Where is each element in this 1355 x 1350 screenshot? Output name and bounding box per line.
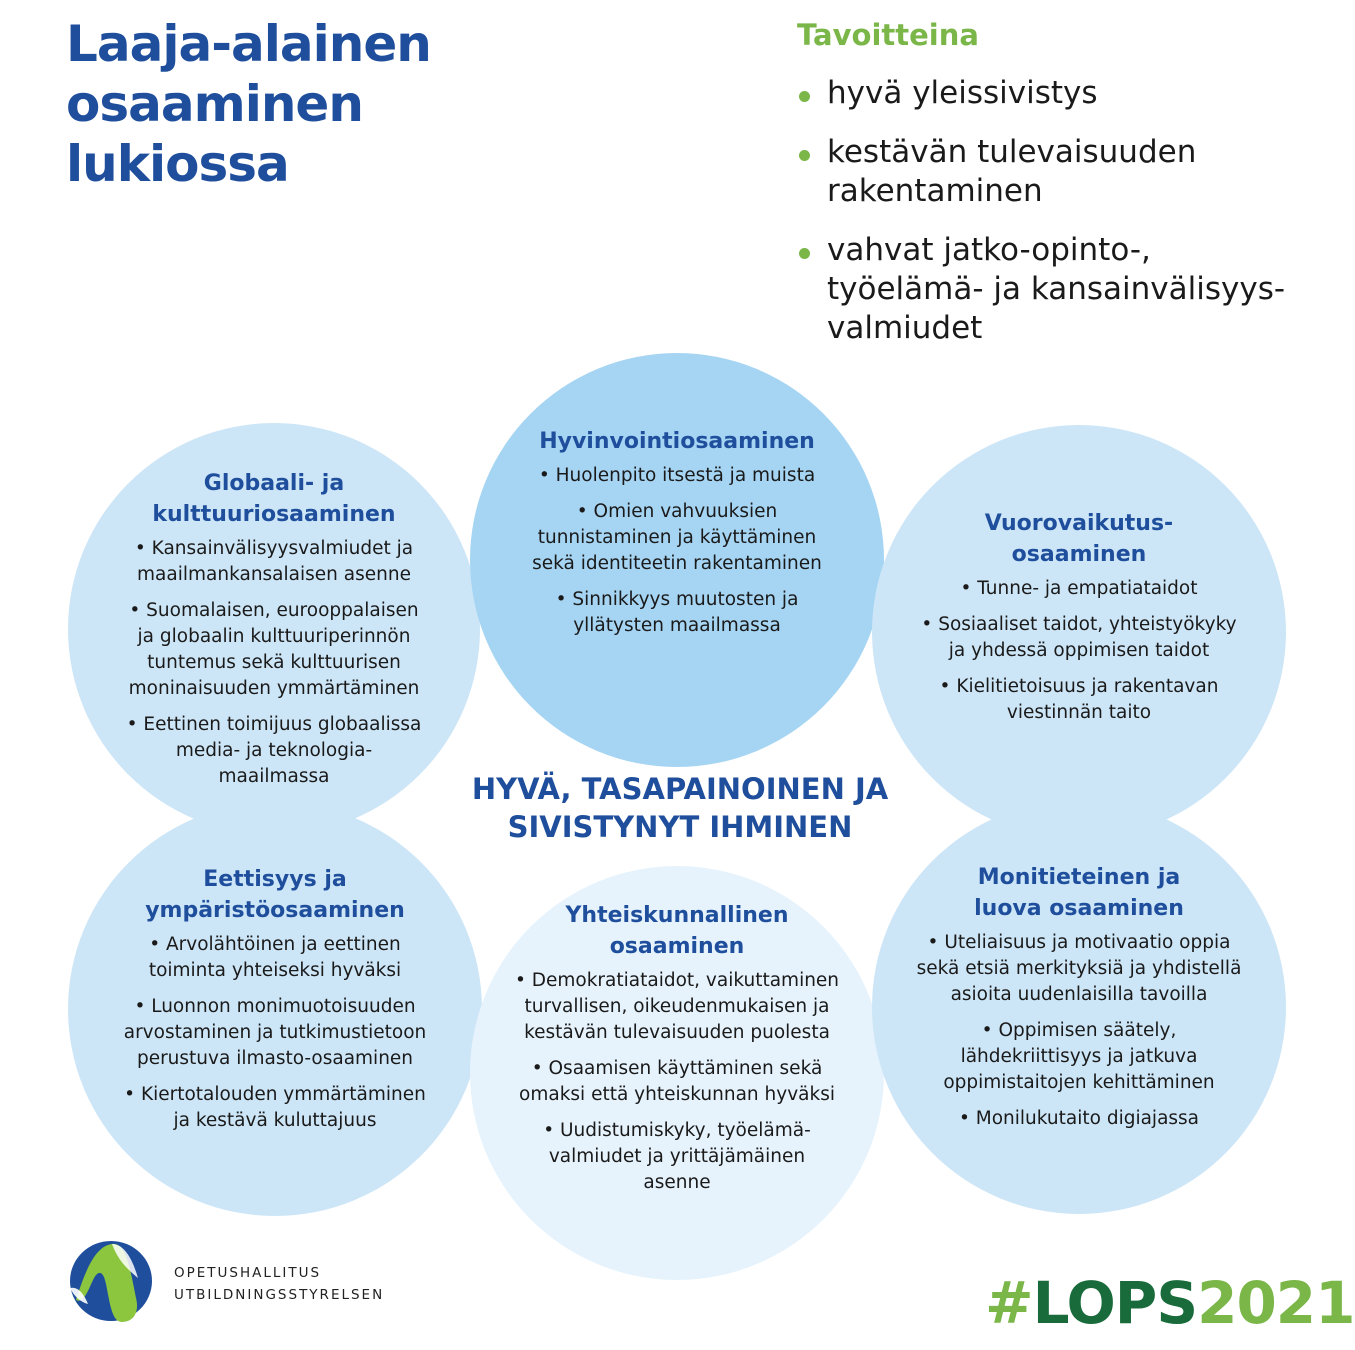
circle-item: • Omien vahvuuksien tunnistaminen ja käyttäminen sekä identiteetin rakentaminen	[532, 501, 822, 574]
circle-item: • Sinnikkyys muutosten ja yllätysten maailmassa	[555, 589, 799, 636]
circle-item: • Tunne- ja empatiataidot	[960, 578, 1198, 599]
circle-ethics-environment	[68, 802, 482, 1216]
circle-item: • Sosiaaliset taidot, yhteistyökyky ja yhdessä oppimisen taidot	[921, 614, 1237, 661]
circle-heading: Eettisyys ja ympäristöosaaminen	[145, 867, 405, 923]
circle-heading: Monitieteinen ja luova osaaminen	[974, 865, 1184, 921]
circle-item: • Oppimisen säätely, lähdekriittisyys ja jatkuva oppimistaitojen kehittäminen	[943, 1020, 1215, 1093]
center-statement: HYVÄ, TASAPAINOINEN JA SIVISTYNYT IHMINEN	[471, 772, 889, 844]
hashtag-main: LOPS	[1032, 1269, 1198, 1337]
goals-list	[797, 74, 1285, 368]
hashtag-symbol: #	[985, 1269, 1033, 1337]
circle-item: • Osaamisen käyttäminen sekä omaksi että yhteiskunnan hyväksi	[519, 1058, 835, 1105]
circle-wellbeing	[470, 353, 884, 767]
lops2021-hashtag	[985, 1268, 1355, 1338]
page-title: Laaja-alainen osaaminen lukiossa	[66, 15, 431, 193]
circle-item: • Kansainvälisyysvalmiudet ja maailmankansalaisen asenne	[134, 538, 414, 585]
circle-item: • Kiertotalouden ymmärtäminen ja kestävä kuluttajuus	[124, 1084, 426, 1131]
circle-item: • Arvolähtöinen ja eettinen toiminta yhteiseksi hyväksi	[148, 934, 402, 981]
circle-heading: Yhteiskunnallinen osaaminen	[565, 903, 789, 959]
hashtag-year: 2021	[1197, 1269, 1355, 1337]
circle-heading: Hyvinvointiosaaminen	[539, 429, 815, 454]
circle-item: • Uudistumiskyky, työelämä- valmiudet ja yrittäjämäinen asenne	[543, 1120, 811, 1193]
circle-item: • Huolenpito itsestä ja muista	[538, 465, 816, 486]
opetushallitus-logo-icon	[66, 1238, 156, 1324]
circle-interaction	[872, 425, 1286, 839]
circle-item: • Eettinen toimijuus globaalissa media- ja teknologia- maailmassa	[126, 714, 422, 787]
circle-multidisciplinary	[872, 800, 1286, 1214]
circle-item: • Kielitietoisuus ja rakentavan viestinnän taito	[939, 676, 1219, 723]
goal-item: kestävän tulevaisuuden rakentaminen	[797, 133, 1285, 211]
goals-heading: Tavoitteina	[797, 18, 979, 52]
circle-item: • Monilukutaito digiajassa	[958, 1108, 1200, 1129]
logo-wordmark: OPETUSHALLITUS UTBILDNINGSSTYRELSEN	[174, 1265, 385, 1303]
goal-item: hyvä yleissivistys	[797, 74, 1285, 113]
circle-heading: Globaali- ja kulttuuriosaaminen	[152, 471, 396, 527]
circle-heading: Vuorovaikutus- osaaminen	[984, 511, 1174, 567]
circle-item: • Demokratiataidot, vaikuttaminen turvallisen, oikeudenmukaisen ja kestävän tulevaisuuden puolesta	[514, 970, 840, 1043]
circle-global-culture	[68, 423, 480, 835]
circle-society	[470, 866, 884, 1280]
goal-item: vahvat jatko-opinto-, työelämä- ja kansainvälisyys- valmiudet	[797, 231, 1285, 348]
circle-item: • Suomalaisen, eurooppalaisen ja globaalin kulttuuriperinnön tuntemus sekä kulttuurisen moninaisuuden ymmärtäminen	[128, 600, 420, 699]
circle-item: • Luonnon monimuotoisuuden arvostaminen ja tutkimustietoon perustuva ilmasto-osaaminen	[123, 996, 427, 1069]
circle-item: • Uteliaisuus ja motivaatio oppia sekä etsiä merkityksiä ja yhdistellä asioita uudenlaisilla tavoilla	[916, 932, 1242, 1005]
